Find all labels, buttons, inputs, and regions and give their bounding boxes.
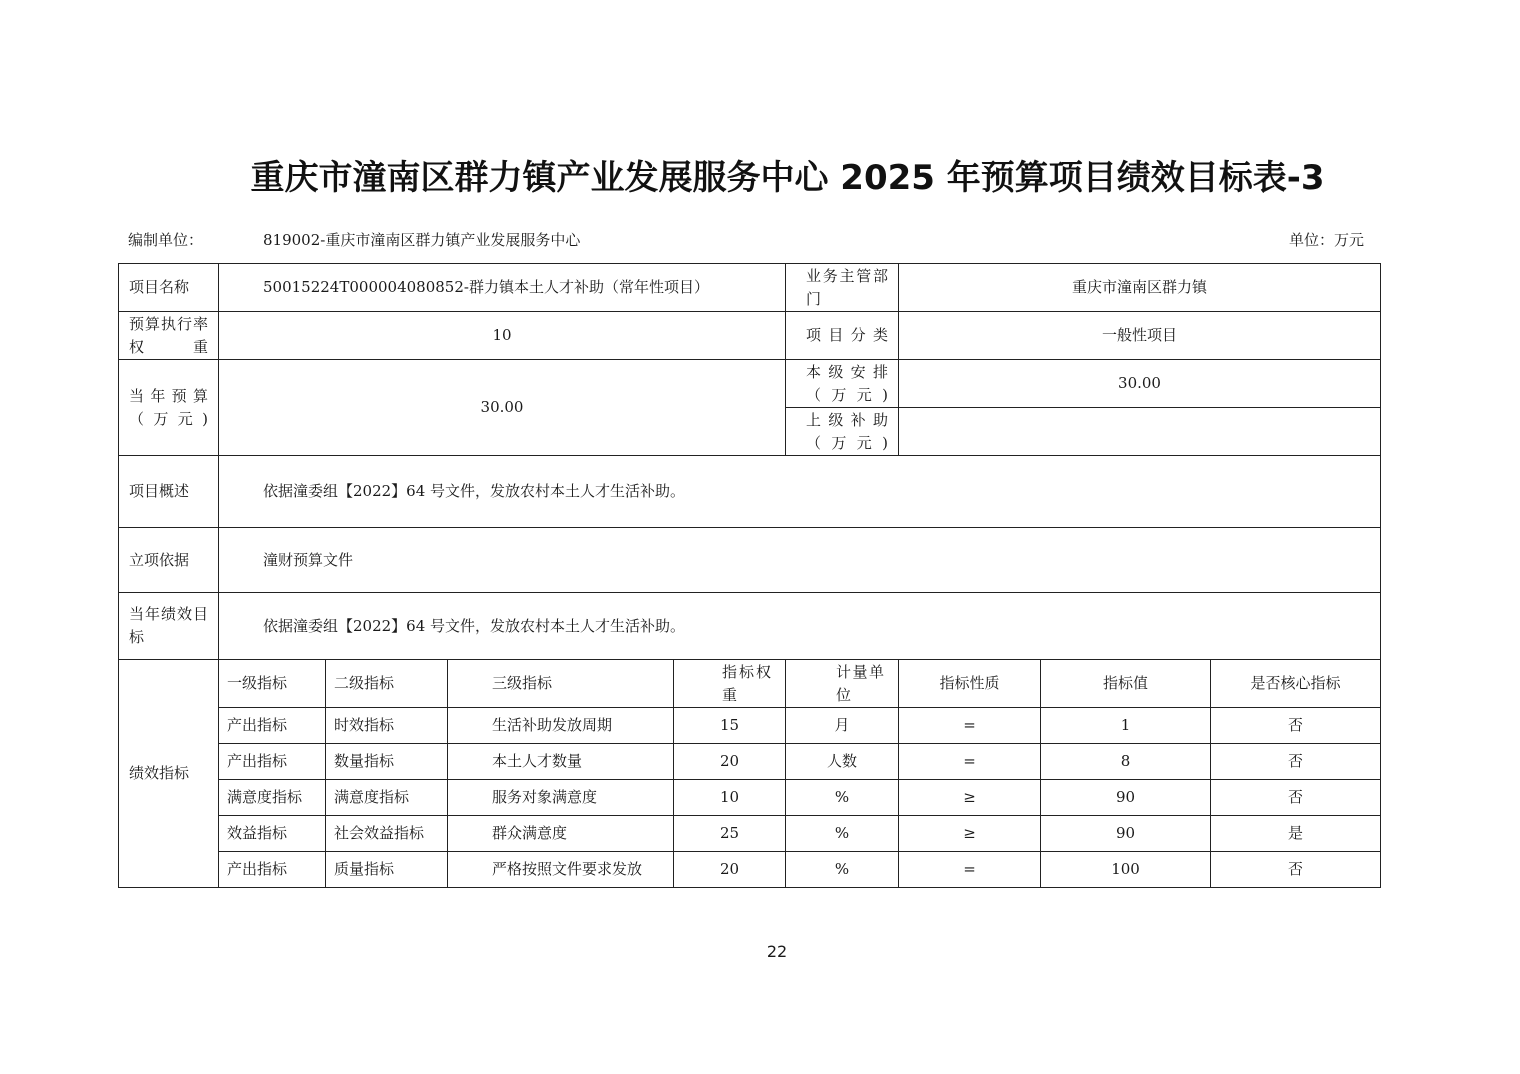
own-arrangement-value: 30.00 xyxy=(899,360,1381,408)
value-cell: 8 xyxy=(1041,744,1211,780)
level3-cell: 服务对象满意度 xyxy=(448,780,674,816)
level1-cell: 产出指标 xyxy=(219,708,326,744)
budget-label: 当年预算（万元) xyxy=(119,360,219,456)
row-annual-goal xyxy=(119,593,1381,660)
exec-weight-value: 10 xyxy=(219,312,786,360)
nature-cell: = xyxy=(899,852,1041,888)
dept-value: 重庆市潼南区群力镇 xyxy=(899,264,1381,312)
table-row xyxy=(119,744,1381,780)
perf-header-row xyxy=(119,660,1381,708)
value-cell: 90 xyxy=(1041,780,1211,816)
nature-cell: = xyxy=(899,744,1041,780)
overview-value: 依据潼委组【2022】64 号文件，发放农村本土人才生活补助。 xyxy=(219,456,1381,528)
table-row xyxy=(119,816,1381,852)
level3-cell: 严格按照文件要求发放 xyxy=(448,852,674,888)
row-exec-weight xyxy=(119,312,1381,360)
table-row xyxy=(119,708,1381,744)
table-row xyxy=(119,852,1381,888)
core-cell: 是 xyxy=(1211,816,1381,852)
unit-cell: % xyxy=(786,780,899,816)
category-label: 项目分类 xyxy=(786,312,899,360)
level1-cell: 满意度指标 xyxy=(219,780,326,816)
own-arrangement-label: 本级安排（万元) xyxy=(786,360,899,408)
perf-header-cell: 指标性质 xyxy=(899,660,1041,708)
level3-cell: 本土人才数量 xyxy=(448,744,674,780)
nature-cell: ≥ xyxy=(899,780,1041,816)
row-basis xyxy=(119,528,1381,593)
perf-header-cell: 一级指标 xyxy=(219,660,326,708)
unit-cell: % xyxy=(786,816,899,852)
upper-subsidy-value xyxy=(899,408,1381,456)
level1-cell: 产出指标 xyxy=(219,744,326,780)
core-cell: 否 xyxy=(1211,744,1381,780)
page-number: 22 xyxy=(766,942,788,961)
unit-value: 819002-重庆市潼南区群力镇产业发展服务中心 xyxy=(263,231,581,249)
weight-cell: 15 xyxy=(674,708,786,744)
level2-cell: 满意度指标 xyxy=(326,780,448,816)
weight-cell: 25 xyxy=(674,816,786,852)
row-overview xyxy=(119,456,1381,528)
basis-label: 立项依据 xyxy=(119,528,219,593)
level1-cell: 产出指标 xyxy=(219,852,326,888)
row-project-name xyxy=(119,264,1381,312)
project-name-label: 项目名称 xyxy=(119,264,219,312)
overview-label: 项目概述 xyxy=(119,456,219,528)
category-value: 一般性项目 xyxy=(899,312,1381,360)
value-cell: 100 xyxy=(1041,852,1211,888)
level2-cell: 质量指标 xyxy=(326,852,448,888)
project-name-value: 50015224T000004080852-群力镇本土人才补助（常年性项目） xyxy=(219,264,786,312)
nature-cell: = xyxy=(899,708,1041,744)
perf-indicators-label: 绩效指标 xyxy=(119,660,219,888)
level3-cell: 群众满意度 xyxy=(448,816,674,852)
value-cell: 1 xyxy=(1041,708,1211,744)
annual-goal-value: 依据潼委组【2022】64 号文件，发放农村本土人才生活补助。 xyxy=(219,593,1381,660)
core-cell: 否 xyxy=(1211,708,1381,744)
unit-cell: % xyxy=(786,852,899,888)
nature-cell: ≥ xyxy=(899,816,1041,852)
weight-cell: 20 xyxy=(674,852,786,888)
perf-header-cell: 三级指标 xyxy=(448,660,674,708)
row-budget xyxy=(119,360,1381,408)
perf-header-cell: 二级指标 xyxy=(326,660,448,708)
unit-label: 编制单位： xyxy=(128,231,204,249)
basis-value: 潼财预算文件 xyxy=(219,528,1381,593)
dept-label: 业务主管部门 xyxy=(786,264,899,312)
value-cell: 90 xyxy=(1041,816,1211,852)
level1-cell: 效益指标 xyxy=(219,816,326,852)
level2-cell: 社会效益指标 xyxy=(326,816,448,852)
level2-cell: 数量指标 xyxy=(326,744,448,780)
perf-header-cell: 计量单位 xyxy=(786,660,899,708)
weight-cell: 20 xyxy=(674,744,786,780)
unit-cell: 月 xyxy=(786,708,899,744)
page-title: 重庆市潼南区群力镇产业发展服务中心 2025 年预算项目绩效目标表-3 xyxy=(250,158,1325,198)
performance-target-table xyxy=(118,263,1381,888)
core-cell: 否 xyxy=(1211,780,1381,816)
perf-header-cell: 指标值 xyxy=(1041,660,1211,708)
budget-value: 30.00 xyxy=(219,360,786,456)
table-row xyxy=(119,780,1381,816)
currency-unit: 单位：万元 xyxy=(1289,231,1365,249)
perf-header-cell: 指标权重 xyxy=(674,660,786,708)
upper-subsidy-label: 上级补助（万元) xyxy=(786,408,899,456)
weight-cell: 10 xyxy=(674,780,786,816)
level2-cell: 时效指标 xyxy=(326,708,448,744)
core-cell: 否 xyxy=(1211,852,1381,888)
unit-cell: 人数 xyxy=(786,744,899,780)
annual-goal-label: 当年绩效目标 xyxy=(119,593,219,660)
level3-cell: 生活补助发放周期 xyxy=(448,708,674,744)
perf-header-cell: 是否核心指标 xyxy=(1211,660,1381,708)
exec-weight-label: 预算执行率权重 xyxy=(119,312,219,360)
